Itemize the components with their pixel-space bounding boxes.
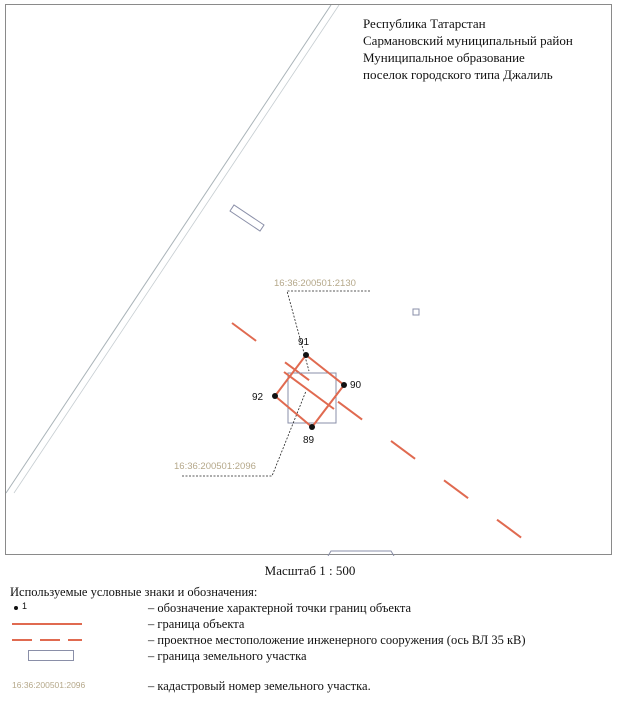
road-line-inner bbox=[14, 5, 339, 493]
legend-title: Используемые условные знаки и обозначения: bbox=[10, 585, 258, 599]
legend-row-parcel bbox=[10, 648, 610, 664]
point-symbol-label: 1 bbox=[22, 601, 28, 611]
map-canvas bbox=[6, 5, 613, 556]
point-label-90: 90 bbox=[350, 380, 362, 391]
legend-symbol-rectangle bbox=[10, 648, 140, 664]
dash-segment-3 bbox=[68, 639, 82, 641]
solid-line-symbol bbox=[12, 623, 82, 625]
rectangle-symbol bbox=[28, 650, 74, 661]
road-line-outer bbox=[6, 5, 331, 493]
point-label-91: 91 bbox=[298, 337, 310, 348]
legend-desc-power-line: – проектное местоположение инженерного сооружения (ось ВЛ 35 кВ) bbox=[148, 633, 526, 647]
dash-segment-1 bbox=[12, 639, 32, 641]
region-line-republic: Республика Татарстан bbox=[363, 16, 486, 31]
legend-symbol-solid-line bbox=[10, 616, 140, 632]
cadastral-label-upper: 16:36:200501:2130 bbox=[274, 278, 356, 289]
legend-desc-point: – обозначение характерной точки границ объекта bbox=[148, 601, 412, 615]
point-92 bbox=[272, 393, 278, 399]
region-line-municipality: Муниципальное образование bbox=[363, 50, 525, 65]
point-90 bbox=[341, 382, 347, 388]
region-line-district: Сармановский муниципальный район bbox=[363, 33, 573, 48]
scale-label: Масштаб 1 : 500 bbox=[264, 563, 356, 578]
legend-desc-cadastral: – кадастровый номер земельного участка. bbox=[148, 679, 371, 693]
legend-row-boundary bbox=[10, 616, 610, 632]
bottom-structure bbox=[328, 551, 394, 556]
legend-symbol-cadastral bbox=[10, 678, 140, 694]
legend-row-power-line bbox=[10, 632, 610, 648]
square-marker bbox=[413, 309, 419, 315]
point-89 bbox=[309, 424, 315, 430]
region-header bbox=[363, 15, 573, 83]
point-91 bbox=[303, 352, 309, 358]
legend-symbol-point bbox=[10, 600, 140, 616]
structure-outline bbox=[230, 205, 264, 231]
cadastral-label-lower: 16:36:200501:2096 bbox=[174, 461, 256, 472]
dash-segment-2 bbox=[40, 639, 60, 641]
legend-symbol-dashed-line bbox=[10, 632, 140, 648]
leader-upper bbox=[287, 291, 370, 371]
point-label-92: 92 bbox=[252, 392, 264, 403]
cadastral-symbol-text: 16:36:200501:2096 bbox=[12, 680, 86, 690]
region-line-settlement: поселок городского типа Джалиль bbox=[363, 67, 553, 82]
point-label-89: 89 bbox=[303, 435, 315, 446]
legend bbox=[10, 584, 610, 694]
power-line-axis bbox=[232, 323, 546, 556]
point-symbol-dot bbox=[14, 606, 18, 610]
legend-desc-boundary: – граница объекта bbox=[148, 617, 245, 631]
legend-row-point bbox=[10, 600, 610, 616]
legend-desc-parcel: – граница земельного участка bbox=[148, 649, 307, 663]
object-inner-line bbox=[284, 372, 334, 409]
map-frame bbox=[5, 4, 612, 555]
legend-row-cadastral bbox=[10, 678, 610, 694]
